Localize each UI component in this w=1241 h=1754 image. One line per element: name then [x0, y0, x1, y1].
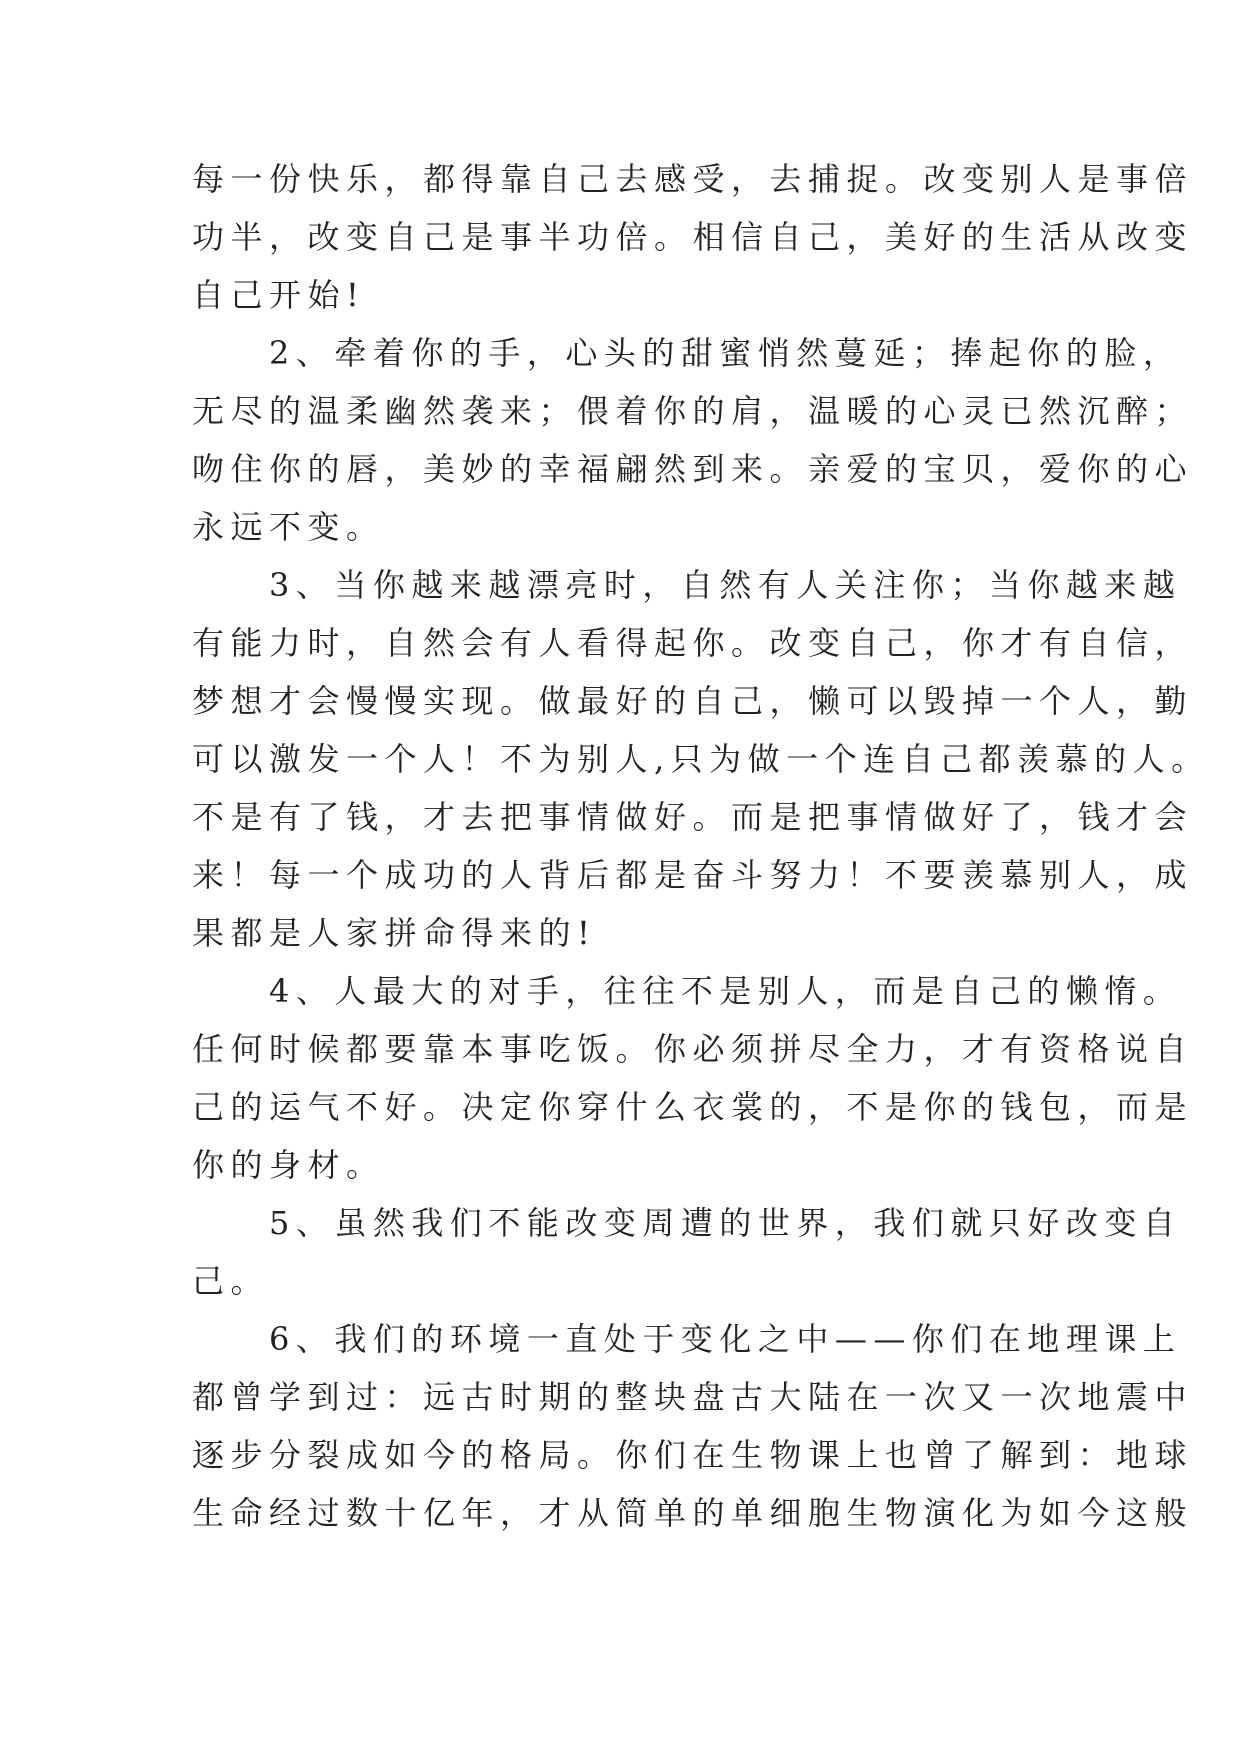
text-line: 6、我们的环境一直处于变化之中——你们在地理课上	[192, 1320, 1182, 1358]
text-line: 己的运气不好。决定你穿什么衣裳的，不是你的钱包，而是	[192, 1088, 1194, 1126]
text-line: 吻住你的唇，美妙的幸福翩然到来。亲爱的宝贝，爱你的心	[192, 450, 1194, 488]
text-line: 永远不变。	[192, 508, 385, 546]
text-line: 梦想才会慢慢实现。做最好的自己，懒可以毁掉一个人，勤	[192, 682, 1194, 720]
text-line: 不是有了钱，才去把事情做好。而是把事情做好了，钱才会	[192, 798, 1194, 836]
text-line: 5、虽然我们不能改变周遭的世界，我们就只好改变自	[192, 1204, 1182, 1242]
text-line: 逐步分裂成如今的格局。你们在生物课上也曾了解到：地球	[192, 1436, 1194, 1474]
text-line: 来！每一个成功的人背后都是奋斗努力！不要羡慕别人，成	[192, 856, 1194, 894]
text-line: 果都是人家拼命得来的!	[192, 914, 597, 952]
text-line: 己。	[192, 1262, 270, 1300]
document-body	[192, 150, 1210, 1542]
text-line: 有能力时，自然会有人看得起你。改变自己，你才有自信，	[192, 624, 1194, 662]
text-line: 都曾学到过：远古时期的整块盘古大陆在一次又一次地震中	[192, 1378, 1194, 1416]
text-line: 生命经过数十亿年，才从简单的单细胞生物演化为如今这般	[192, 1494, 1194, 1532]
text-line: 3、当你越来越漂亮时，自然有人关注你；当你越来越	[192, 566, 1182, 604]
text-line: 自己开始!	[192, 276, 366, 314]
text-line: 可以激发一个人！不为别人,只为做一个连自己都羡慕的人。	[192, 740, 1210, 778]
text-line: 任何时候都要靠本事吃饭。你必须拼尽全力，才有资格说自	[192, 1030, 1194, 1068]
text-line: 4、人最大的对手，往往不是别人，而是自己的懒惰。	[192, 972, 1182, 1010]
text-line: 功半，改变自己是事半功倍。相信自己，美好的生活从改变	[192, 218, 1194, 256]
text-line: 无尽的温柔幽然袭来；偎着你的肩，温暖的心灵已然沉醉；	[192, 392, 1194, 430]
text-line: 你的身材。	[192, 1146, 385, 1184]
text-line: 每一份快乐，都得靠自己去感受，去捕捉。改变别人是事倍	[192, 160, 1194, 198]
text-line: 2、牵着你的手，心头的甜蜜悄然蔓延；捧起你的脸，	[192, 334, 1182, 372]
